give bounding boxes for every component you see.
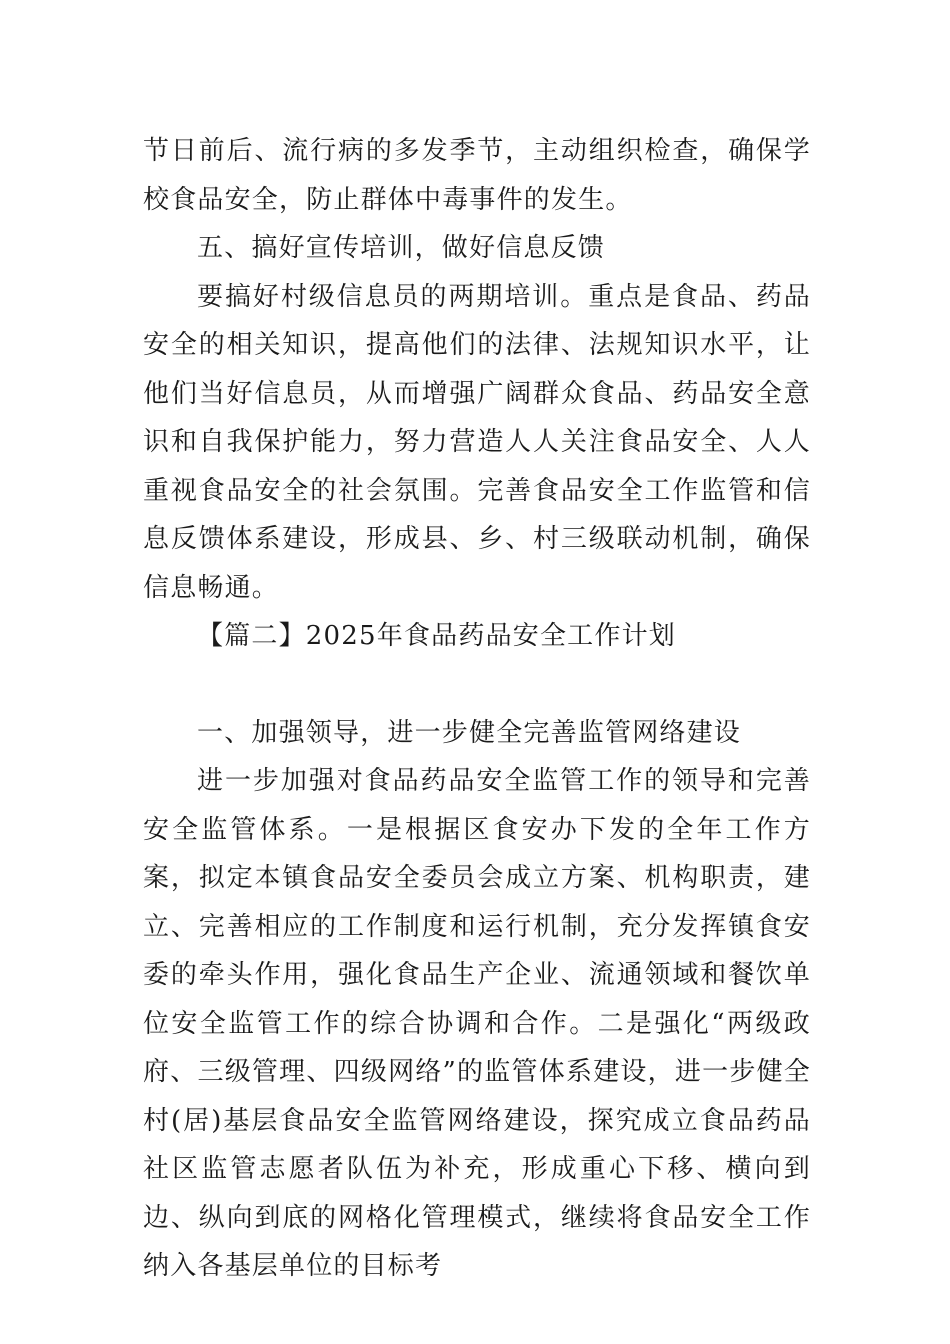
- paragraph-continuation: 节日前后、流行病的多发季节，主动组织检查，确保学校食品安全，防止群体中毒事件的发生。: [143, 136, 811, 215]
- section-heading-one: 一、加强领导，进一步健全完善监管网络建设: [197, 717, 742, 748]
- paragraph-leadership: 进一步加强对食品药品安全监管工作的领导和完善安全监管体系。一是根据区食安办下发的全年工作方案，拟定本镇食品安全委员会成立方案、机构职责，建立、完善相应的工作制度和运行机制，充分发挥镇食安委的牵头作用，强化食品生产企业、流通领域和餐饮单位安全监管工作的综合协调和合作。二是强化“两级政府、三级管理、四级网络”的监管体系建设，进一步健全村(居)基层食品安全监管网络建设，探究成立食品药品社区监管志愿者队伍为补充，形成重心下移、横向到边、纵向到底的网格化管理模式，继续将食品安全工作纳入各基层单位的目标考: [143, 766, 811, 1281]
- document-body: [143, 127, 811, 1291]
- blank-line: [143, 661, 811, 709]
- article-title: 【篇二】2025年食品药品安全工作计划: [197, 621, 676, 651]
- paragraph-training: 要搞好村级信息员的两期培训。重点是食品、药品安全的相关知识，提高他们的法律、法规知识水平，让他们当好信息员，从而增强广阔群众食品、药品安全意识和自我保护能力，努力营造人人关注食品安全、人人重视食品安全的社会氛围。完善食品安全工作监管和信息反馈体系建设，形成县、乡、村三级联动机制，确保信息畅通。: [143, 281, 811, 603]
- section-heading-five: 五、搞好宣传培训，做好信息反馈: [197, 233, 606, 263]
